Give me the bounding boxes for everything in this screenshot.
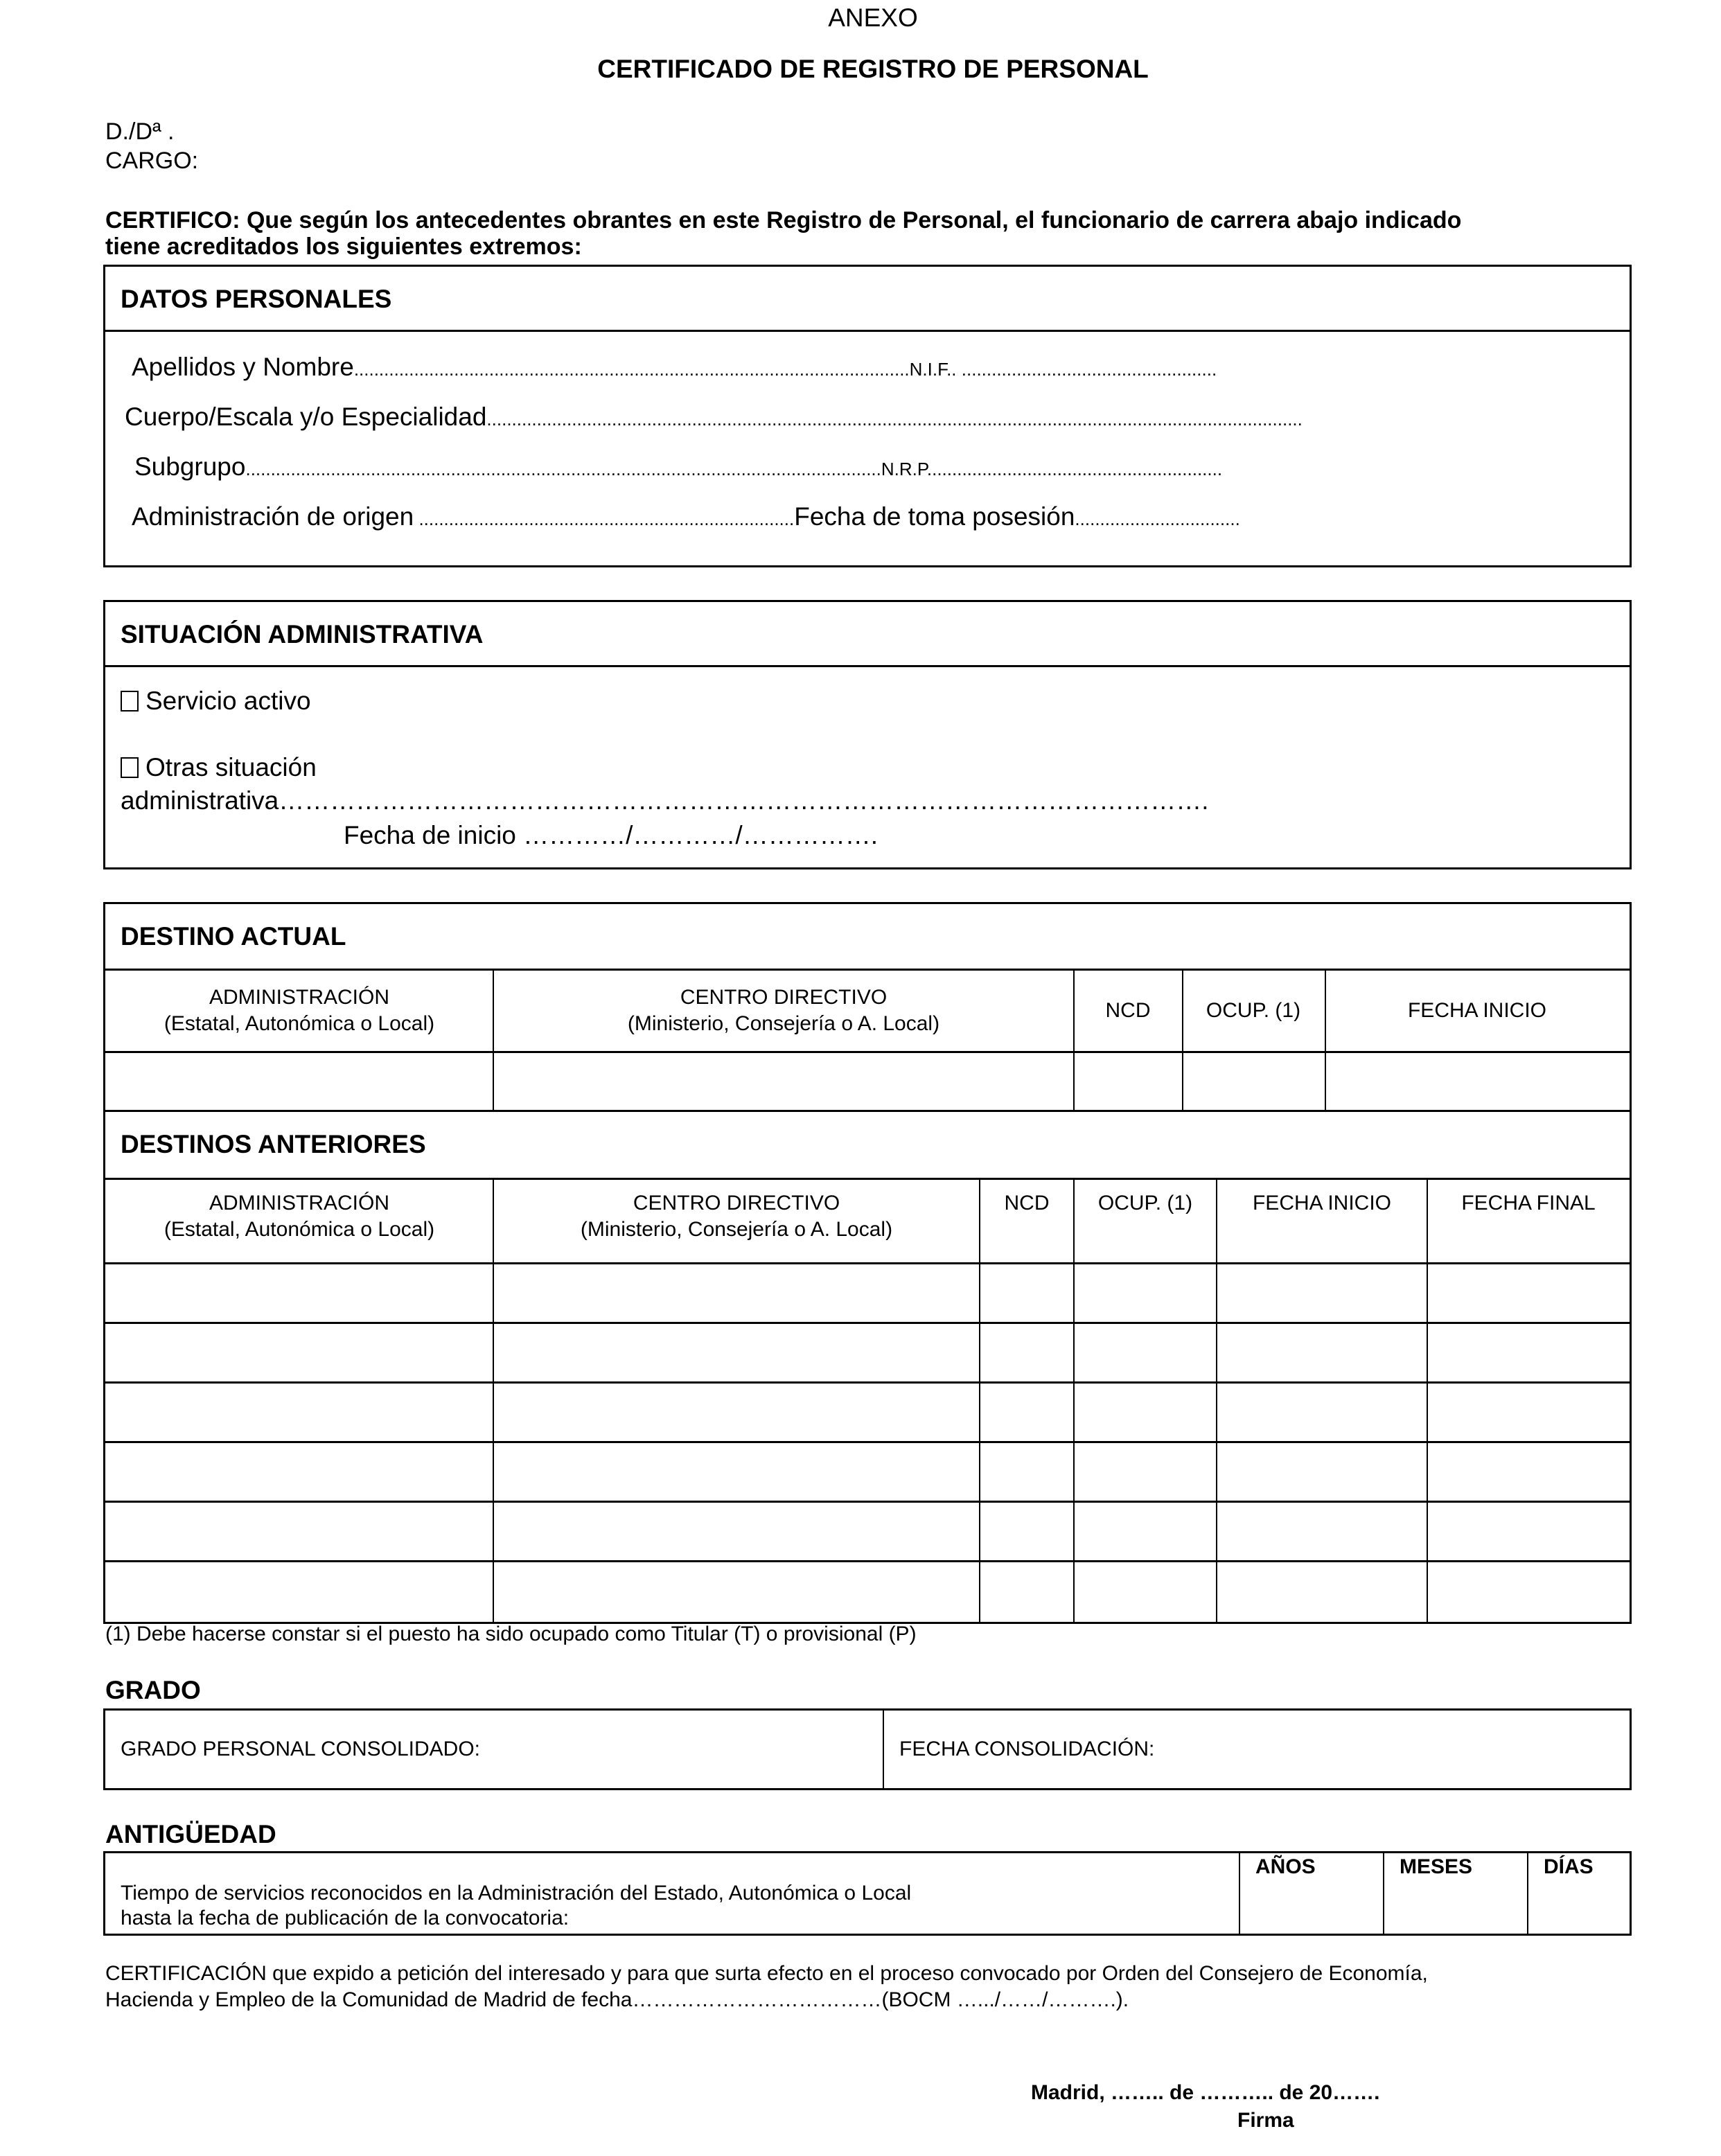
ocup-footnote: (1) Debe hacerse constar si el puesto ha sido ocupado como Titular (T) o provisional (P) [105,1623,917,1645]
fecha-toma-posesion-label: Fecha de toma posesión [794,502,1075,531]
destino-actual-title: DESTINO ACTUAL [121,922,346,951]
col-header-fecha-inicio: FECHA INICIO [1407,999,1547,1022]
fecha-inicio-field[interactable]: Fecha de inicio …………/…………/……………. [344,821,878,849]
destino-anterior-row-2[interactable] [105,1324,1630,1381]
grado-title: GRADO [105,1676,201,1704]
option-servicio-activo[interactable]: Servicio activo [121,686,311,716]
option-otras-situacion[interactable]: Otras situación [121,752,317,783]
certificacion-line-1: CERTIFICACIÓN que expido a petición del interesado y para que surta efecto en el proceso convocado por Orden del Consejero de Economía, [105,1962,1428,1985]
nif-label: N.I.F.. [909,359,957,380]
destino-anterior-row-6[interactable] [105,1562,1630,1620]
nrp-label: N.R.P [881,459,927,479]
signature-place-date[interactable]: Madrid, …….. de ……….. de 20……. [1031,2081,1380,2104]
fecha-consolidacion-label: FECHA CONSOLIDACIÓN: [899,1738,1155,1760]
ant-col-header-fecha-inicio: FECHA INICIO [1252,1192,1392,1214]
anos-header: AÑOS [1255,1855,1316,1878]
ant-col-header-fecha-final: FECHA FINAL [1461,1192,1596,1214]
apellidos-nombre-label: Apellidos y Nombre [132,353,354,381]
ant-col-header-centro-directivo: CENTRO DIRECTIVO (Ministerio, Consejería o A. Local) [580,1192,893,1241]
meses-header: MESES [1400,1855,1473,1878]
antiguedad-title: ANTIGÜEDAD [105,1820,276,1848]
col-header-ncd: NCD [1105,999,1151,1022]
administracion-origen-label: Administración de origen [132,502,414,531]
ant-col-header-ocup: OCUP. (1) [1097,1192,1193,1214]
page-title: CERTIFICADO DE REGISTRO DE PERSONAL [597,55,1149,83]
fecha-consolidacion-field[interactable] [884,1711,1630,1788]
dias-header: DÍAS [1544,1855,1594,1878]
checkbox-servicio-activo[interactable] [121,691,139,712]
certifico-line-1: CERTIFICO: Que según los antecedentes obrantes en este Registro de Personal, el funcionario de carrera abajo indicado [105,207,1462,233]
destino-anterior-row-5[interactable] [105,1503,1630,1560]
destino-actual-fecha-inicio-cell[interactable] [1325,1053,1630,1110]
certifico-line-2: tiene acreditados los siguientes extremos: [105,233,582,260]
destinos-anteriores-title: DESTINOS ANTERIORES [121,1130,426,1158]
antiguedad-description-1: Tiempo de servicios reconocidos en la Administración del Estado, Autonómica o Local [121,1882,912,1905]
grado-personal-consolidado-field[interactable] [105,1711,881,1788]
antiguedad-description-2: hasta la fecha de publicación de la convocatoria: [121,1907,570,1929]
subgrupo-field[interactable]: Subgrupo...............................................................................................................................N.R.P........................................................... [134,452,1223,481]
destino-actual-ocup-cell[interactable] [1182,1053,1325,1110]
destino-actual-administracion-cell[interactable] [105,1053,493,1110]
cuerpo-escala-label: Cuerpo/Escala y/o Especialidad [125,403,487,431]
otras-situacion-field[interactable]: administrativa………………………………………………………………………………………………. [121,786,1209,815]
cuerpo-escala-field[interactable]: Cuerpo/Escala y/o Especialidad................................................................................................................................................................... [125,403,1303,431]
destino-actual-centro-cell[interactable] [493,1053,1074,1110]
dd-label: D./Dª . [105,118,175,145]
situacion-administrativa-title: SITUACIÓN ADMINISTRATIVA [121,620,484,648]
certificacion-line-2: Hacienda y Empleo de la Comunidad de Madrid de fecha………………………………(BOCM ….../……/……….). [105,1988,1129,2011]
destino-anterior-row-4[interactable] [105,1443,1630,1501]
checkbox-otras-situacion[interactable] [121,757,139,778]
signature-firma-label: Firma [1237,2109,1294,2132]
destino-anterior-row-3[interactable] [105,1384,1630,1441]
ant-col-header-administracion: ADMINISTRACIÓN (Estatal, Autonómica o Local) [164,1192,435,1241]
meses-field[interactable] [1384,1879,1527,1934]
cargo-label: CARGO: [105,148,199,174]
subgrupo-label: Subgrupo [134,452,246,481]
apellidos-nombre-field[interactable]: Apellidos y Nombre...............................................................................................................N.I.F.. ................................................... [132,353,1217,381]
administracion-origen-field[interactable]: Administración de origen ...........................................................................Fecha de toma posesión................................. [132,502,1240,531]
datos-personales-title: DATOS PERSONALES [121,285,392,313]
grado-personal-consolidado-label: GRADO PERSONAL CONSOLIDADO: [121,1738,480,1760]
col-header-administracion: ADMINISTRACIÓN (Estatal, Autonómica o Local) [164,986,435,1035]
annex-label: ANEXO [828,3,918,32]
col-header-ocup: OCUP. (1) [1206,999,1301,1022]
destino-anterior-row-1[interactable] [105,1264,1630,1322]
dias-field[interactable] [1528,1879,1630,1934]
ant-col-header-ncd: NCD [1004,1192,1050,1214]
col-header-centro-directivo: CENTRO DIRECTIVO (Ministerio, Consejería o A. Local) [627,986,940,1035]
destino-actual-ncd-cell[interactable] [1074,1053,1182,1110]
anos-field[interactable] [1240,1879,1383,1934]
